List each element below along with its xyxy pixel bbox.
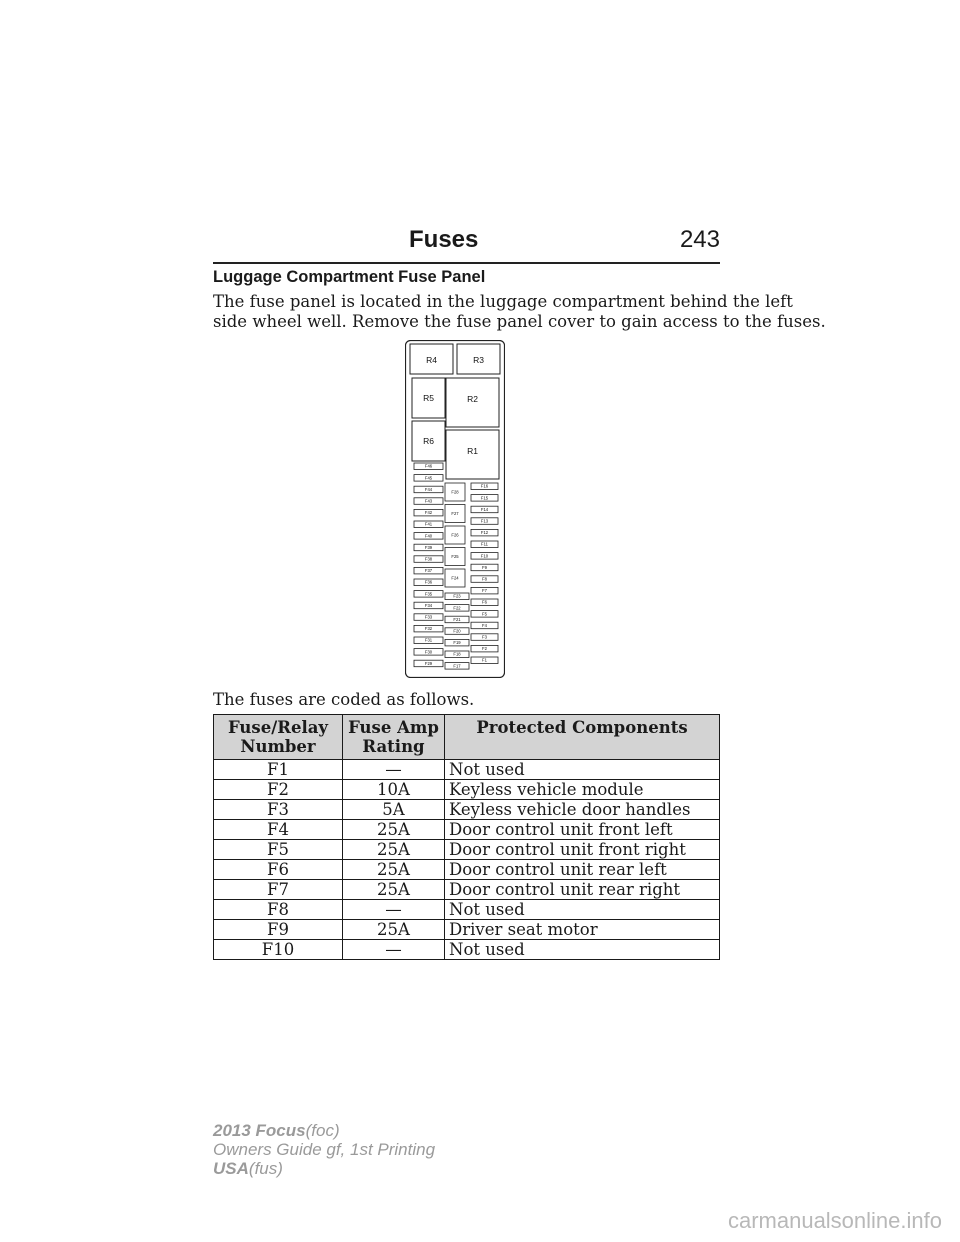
fuse-number: F2 <box>214 780 343 800</box>
table-row <box>214 780 720 800</box>
fuse-number: F9 <box>214 920 343 940</box>
page-number: 243 <box>679 226 720 253</box>
intro-paragraph <box>213 292 826 332</box>
fuse-f14-label: F14 <box>480 506 489 512</box>
fuse-number: F1 <box>214 760 343 780</box>
fuse-components: Not used <box>445 900 720 920</box>
fuse-amp: — <box>343 760 445 780</box>
intro-line: The fuse panel is located in the luggage compartment behind the left <box>213 292 793 311</box>
fuse-f25-label: F25 <box>451 553 459 559</box>
fuse-f46-label: F46 <box>424 463 433 469</box>
fuse-f2-label: F2 <box>482 646 487 652</box>
fuse-number: F10 <box>214 940 343 960</box>
fuse-f28-label: F28 <box>451 489 459 495</box>
fuse-f17-label: F17 <box>453 663 461 669</box>
col-header-number: Fuse/Relay Number <box>214 715 343 760</box>
fuse-number: F8 <box>214 900 343 920</box>
footer-line <box>213 1159 435 1178</box>
fuse-f22-label: F22 <box>453 605 461 611</box>
fuse-f30-label: F30 <box>424 649 433 655</box>
fuse-f40-label: F40 <box>424 533 433 539</box>
fuse-f24-label: F24 <box>451 575 459 581</box>
fuse-f33-label: F33 <box>424 614 433 620</box>
relay-r3-label: R3 <box>473 355 484 365</box>
fuse-f8-label: F8 <box>482 576 487 582</box>
relay-r5-label: R5 <box>423 393 434 403</box>
table-header-row <box>214 715 720 760</box>
fuse-number: F5 <box>214 840 343 860</box>
relay-r4-label: R4 <box>426 355 437 365</box>
fuse-number: F3 <box>214 800 343 820</box>
fuse-table <box>213 714 720 960</box>
col-header-amp: Fuse Amp Rating <box>343 715 445 760</box>
footer-model-code: (foc) <box>305 1121 340 1140</box>
fuse-f18-label: F18 <box>453 651 461 657</box>
fuse-f35-label: F35 <box>424 591 433 597</box>
fuse-f13-label: F13 <box>480 518 489 524</box>
relay-r1-label: R1 <box>467 446 478 456</box>
footer-model: 2013 Focus <box>213 1121 306 1140</box>
table-row <box>214 760 720 780</box>
fuse-f45-label: F45 <box>424 475 433 481</box>
table-row <box>214 840 720 860</box>
fuse-f12-label: F12 <box>480 530 489 536</box>
fuse-f38-label: F38 <box>424 556 433 562</box>
fuse-f15-label: F15 <box>480 495 489 501</box>
relay-r6-label: R6 <box>423 436 434 446</box>
footer-line: Owners Guide gf, 1st Printing <box>213 1140 436 1159</box>
table-row <box>214 920 720 940</box>
fuse-f39-label: F39 <box>424 544 433 550</box>
fuse-components: Driver seat motor <box>445 920 720 940</box>
fuse-amp: 25A <box>343 840 445 860</box>
intro-line: side wheel well. Remove the fuse panel cover to gain access to the fuses. <box>213 312 826 331</box>
fuse-f32-label: F32 <box>424 626 433 632</box>
table-row <box>214 900 720 920</box>
fuse-f31-label: F31 <box>424 637 433 643</box>
fuse-amp: — <box>343 900 445 920</box>
fuse-f16-label: F16 <box>480 483 489 489</box>
fuse-f44-label: F44 <box>424 486 433 492</box>
page-header <box>213 226 720 264</box>
fuse-f42-label: F42 <box>424 510 433 516</box>
watermark: carmanualsonline.info <box>727 1208 942 1233</box>
footer-market-code: (fus) <box>248 1159 283 1178</box>
fuse-f37-label: F37 <box>424 568 433 574</box>
fuse-f19-label: F19 <box>453 640 461 646</box>
fuse-components: Keyless vehicle door handles <box>445 800 720 820</box>
fuse-number: F7 <box>214 880 343 900</box>
fuse-amp: 25A <box>343 920 445 940</box>
fuse-f4-label: F4 <box>482 622 487 628</box>
fuse-amp: 10A <box>343 780 445 800</box>
table-row <box>214 800 720 820</box>
fuse-f9-label: F9 <box>482 564 487 570</box>
table-row <box>214 860 720 880</box>
fuse-components: Not used <box>445 760 720 780</box>
col-header-components: Protected Components <box>445 715 720 760</box>
fuse-number: F6 <box>214 860 343 880</box>
fuse-f27-label: F27 <box>451 510 459 516</box>
coded-text: The fuses are coded as follows. <box>213 690 475 709</box>
fuse-amp: 25A <box>343 860 445 880</box>
fuse-f11-label: F11 <box>481 541 488 547</box>
fuse-components: Door control unit rear right <box>445 880 720 900</box>
fuse-f41-label: F41 <box>424 521 433 527</box>
table-row <box>214 940 720 960</box>
fuse-f5-label: F5 <box>482 611 487 617</box>
fuse-components: Door control unit front left <box>445 820 720 840</box>
relay-r2-label: R2 <box>467 394 478 404</box>
section-heading: Luggage Compartment Fuse Panel <box>213 268 486 286</box>
fuse-f20-label: F20 <box>453 628 461 634</box>
fuse-components: Keyless vehicle module <box>445 780 720 800</box>
fuse-amp: 5A <box>343 800 445 820</box>
footer <box>213 1121 435 1178</box>
fuse-f34-label: F34 <box>424 602 433 608</box>
fuse-f26-label: F26 <box>451 532 459 538</box>
table-row <box>214 880 720 900</box>
footer-market: USA <box>213 1159 249 1178</box>
fuse-amp: 25A <box>343 820 445 840</box>
footer-line <box>213 1121 435 1140</box>
fuse-amp: 25A <box>343 880 445 900</box>
fuse-f6-label: F6 <box>482 599 487 605</box>
fuse-components: Door control unit rear left <box>445 860 720 880</box>
fuse-f43-label: F43 <box>424 498 433 504</box>
fuse-f3-label: F3 <box>482 634 487 640</box>
fuse-components: Door control unit front right <box>445 840 720 860</box>
table-row <box>214 820 720 840</box>
fuse-f7-label: F7 <box>482 588 487 594</box>
fuse-components: Not used <box>445 940 720 960</box>
fuse-f36-label: F36 <box>424 579 433 585</box>
fuse-f23-label: F23 <box>453 593 461 599</box>
fuse-number: F4 <box>214 820 343 840</box>
fuse-f10-label: F10 <box>480 553 489 559</box>
fuse-amp: — <box>343 940 445 960</box>
page-title: Fuses <box>409 226 479 253</box>
fuse-f29-label: F29 <box>424 660 433 666</box>
fuse-panel-diagram <box>405 340 505 678</box>
fuse-f21-label: F21 <box>453 616 461 622</box>
fuse-f1-label: F1 <box>482 657 487 663</box>
